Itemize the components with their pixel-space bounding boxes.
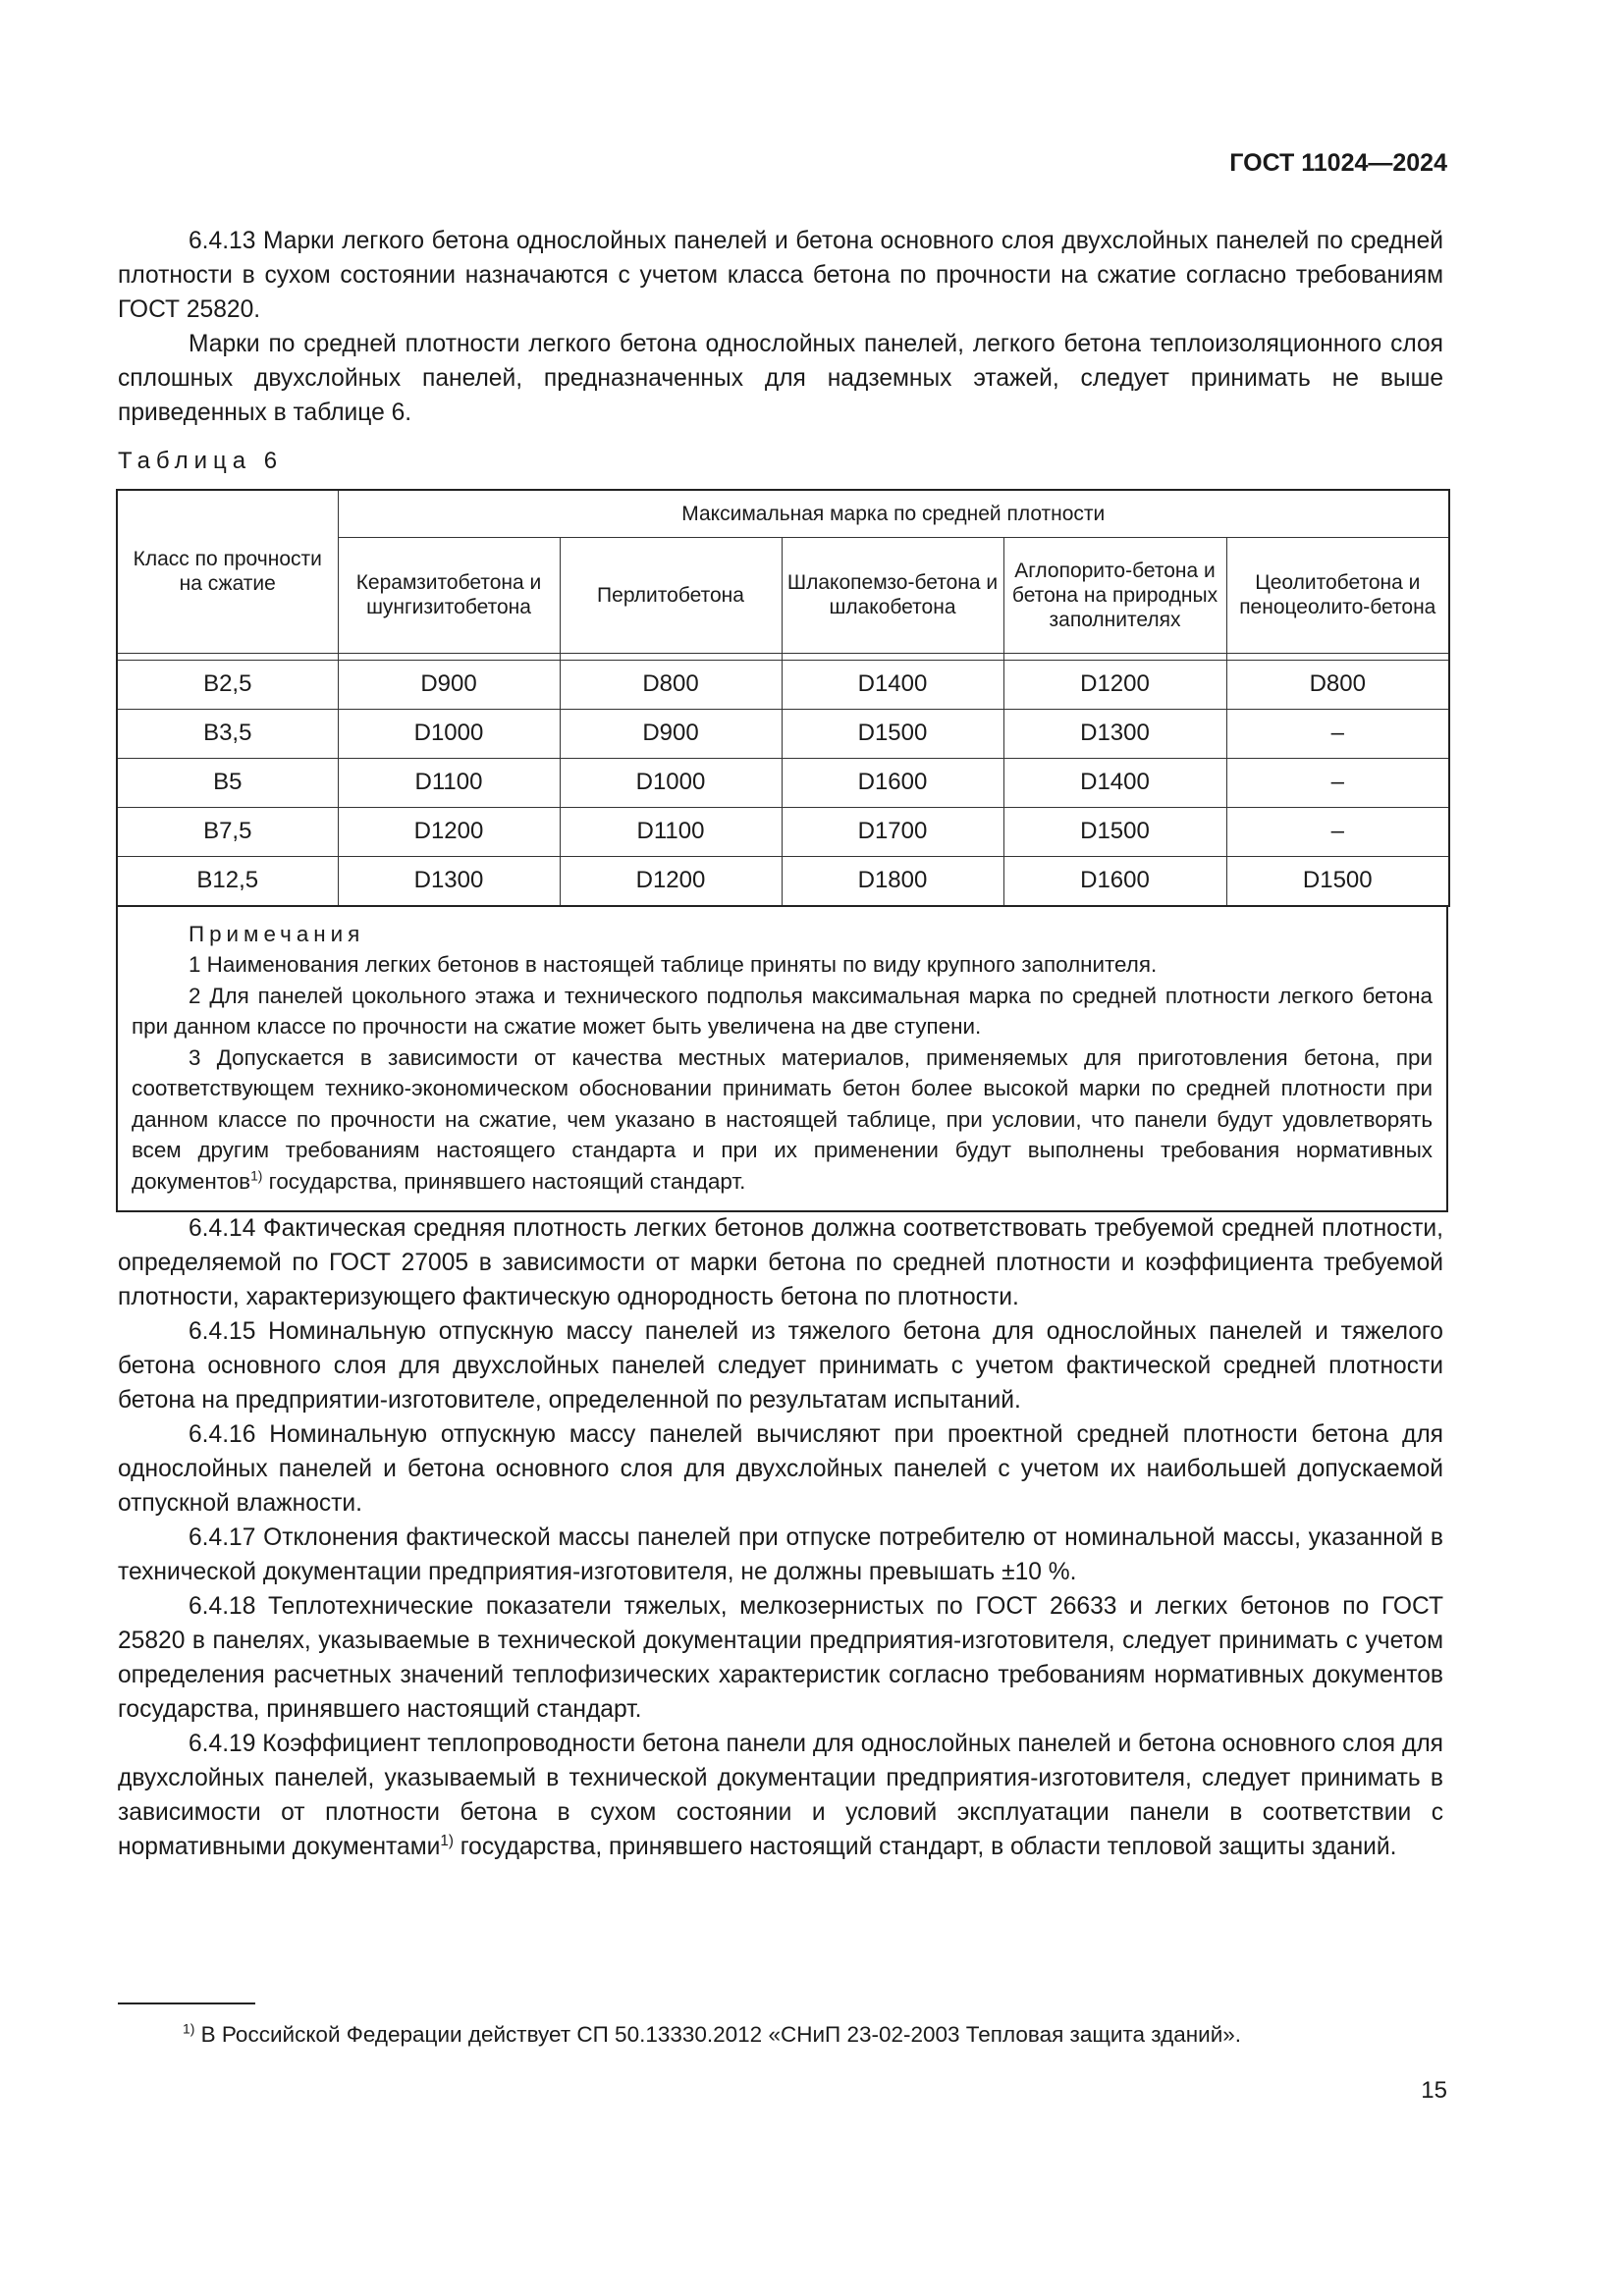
paragraph-6-4-19-text-end: государства, принявшего настоящий стандарт, в области тепловой защиты зданий. — [453, 1834, 1397, 1860]
text-block-after-table — [118, 1211, 1443, 1864]
table-notes — [116, 907, 1448, 1213]
table-cell: D1400 — [1003, 758, 1226, 807]
header-col-3: Шлакопемзо-бетона и шлакобетона — [782, 537, 1003, 653]
table-row — [117, 758, 1449, 807]
table-cell: – — [1226, 807, 1449, 856]
note-3-text: 3 Допускается в зависимости от качества местных материалов, применяемых для приготовления бетона, при соответствующем технико-экономическом обосновании принимать бетон более высокой марки по средней плотности при данном классе по прочности на сжатие, чем указано в настоящей таблице, при условии, что панели будут удовлетворять всем другим требованиям настоящего стандарта и при их применении будут выполнены требования нормативных документов — [132, 1044, 1433, 1194]
paragraph-6-4-18: 6.4.18 Теплотехнические показатели тяжелых, мелкозернистых по ГОСТ 26633 и легких бетонов по ГОСТ 25820 в панелях, указываемые в технической документации предприятия-изготовителя, следует принимать с учетом определения расчетных значений теплофизических характеристик согласно требованиям нормативных документов государства, принявшего настоящий стандарт. — [118, 1593, 1443, 1723]
table-cell: D1100 — [338, 758, 560, 807]
footnote — [183, 2022, 1241, 2048]
table-cell: D1300 — [338, 856, 560, 906]
density-table — [116, 489, 1450, 907]
header-separator — [117, 653, 1449, 660]
table-cell-class: B12,5 — [117, 856, 338, 906]
footnote-ref: 1) — [440, 1832, 454, 1849]
table-cell-class: B2,5 — [117, 660, 338, 709]
footnote-ref: 1) — [250, 1167, 263, 1184]
table-caption: Таблица 6 — [118, 448, 284, 474]
table-row — [117, 807, 1449, 856]
table-cell: D900 — [560, 709, 782, 758]
paragraph-6-4-15: 6.4.15 Номинальную отпускную массу панелей из тяжелого бетона для однослойных панелей и тяжелого бетона основного слоя для двухслойных панелей следует принимать с учетом фактической средней плотности бетона на предприятии-изготовителе, определенной по результатам испытаний. — [118, 1318, 1443, 1414]
paragraph-6-4-16: 6.4.16 Номинальную отпускную массу панелей вычисляют при проектной средней плотности бетона для однослойных панелей и бетона основного слоя для двухслойных панелей с учетом их наибольшей допускаемой отпускной влажности. — [118, 1421, 1443, 1517]
table-cell-class: B5 — [117, 758, 338, 807]
header-col-2: Перлитобетона — [560, 537, 782, 653]
table-cell: D1000 — [560, 758, 782, 807]
table-cell: D800 — [560, 660, 782, 709]
table-cell: – — [1226, 709, 1449, 758]
table-row — [117, 856, 1449, 906]
table-cell: D1600 — [782, 758, 1003, 807]
table-cell: D1500 — [1003, 807, 1226, 856]
table-cell: D1800 — [782, 856, 1003, 906]
table-row — [117, 660, 1449, 709]
table-cell: D1500 — [782, 709, 1003, 758]
paragraph-6-4-13: 6.4.13 Марки легкого бетона однослойных панелей и бетона основного слоя двухслойных панелей по средней плотности в сухом состоянии назначаются с учетом класса бетона по прочности на сжатие согласно требованиям ГОСТ 25820. — [118, 228, 1443, 323]
paragraph-6-4-19 — [118, 1727, 1443, 1864]
header-strength-class: Класс по прочности на сжатие — [117, 490, 338, 653]
note-3-text-end: государства, принявшего настоящий стандарт. — [262, 1168, 746, 1194]
footnote-text: В Российской Федерации действует СП 50.13330.2012 «СНиП 23-02-2003 Тепловая защита зданий». — [194, 2022, 1242, 2047]
note-3 — [132, 1042, 1433, 1198]
table-cell: – — [1226, 758, 1449, 807]
table-cell: D800 — [1226, 660, 1449, 709]
table-cell: D1500 — [1226, 856, 1449, 906]
page-number: 15 — [1421, 2077, 1447, 2104]
table-cell-class: B7,5 — [117, 807, 338, 856]
footnote-marker: 1) — [183, 2020, 195, 2037]
table-cell-class: B3,5 — [117, 709, 338, 758]
table-cell: D1100 — [560, 807, 782, 856]
note-1: 1 Наименования легких бетонов в настоящей таблице приняты по виду крупного заполнителя. — [189, 952, 1158, 977]
header-col-5: Цеолитобетона и пеноцеолито-бетона — [1226, 537, 1449, 653]
text-block-before-table — [118, 224, 1443, 430]
document-id: ГОСТ 11024—2024 — [1229, 149, 1447, 177]
table-cell: D1600 — [1003, 856, 1226, 906]
table-cell: D1400 — [782, 660, 1003, 709]
table-cell: D1700 — [782, 807, 1003, 856]
paragraph-density-grades: Марки по средней плотности легкого бетона однослойных панелей, легкого бетона теплоизоляционного слоя сплошных двухслойных панелей, предназначенных для надземных этажей, следует принимать не выше приведенных в таблице 6. — [118, 331, 1443, 426]
header-col-1: Керамзитобетона и шунгизитобетона — [338, 537, 560, 653]
table-cell: D1200 — [338, 807, 560, 856]
paragraph-6-4-14: 6.4.14 Фактическая средняя плотность легких бетонов должна соответствовать требуемой средней плотности, определяемой по ГОСТ 27005 в зависимости от марки бетона по средней плотности и коэффициента требуемой плотности, характеризующего фактическую однородность бетона по плотности. — [118, 1215, 1443, 1310]
table-6 — [116, 489, 1448, 1212]
paragraph-6-4-17: 6.4.17 Отклонения фактической массы панелей при отпуске потребителю от номинальной массы, указанной в технической документации предприятия-изготовителя, не должны превышать ±10 %. — [118, 1524, 1443, 1585]
footnote-divider — [118, 2002, 255, 2004]
note-2: 2 Для панелей цокольного этажа и технического подполья максимальная марка по средней плотности легкого бетона при данном классе по прочности на сжатие может быть увеличена на две ступени. — [132, 983, 1433, 1039]
table-cell: D1000 — [338, 709, 560, 758]
table-row — [117, 709, 1449, 758]
table-cell: D1300 — [1003, 709, 1226, 758]
header-col-4: Аглопорито-бетона и бетона на природных заполнителях — [1003, 537, 1226, 653]
header-max-density-grade: Максимальная марка по средней плотности — [338, 490, 1449, 537]
notes-title: Примечания — [189, 921, 365, 946]
table-cell: D1200 — [560, 856, 782, 906]
paragraph-6-4-19-text: 6.4.19 Коэффициент теплопроводности бетона панели для однослойных панелей и бетона основного слоя для двухслойных панелей, указываемый в технической документации предприятия-изготовителя, следует принимать в зависимости от плотности бетона в сухом состоянии и условий эксплуатации панели в соответствии с нормативными документами — [118, 1731, 1443, 1860]
table-cell: D900 — [338, 660, 560, 709]
table-cell: D1200 — [1003, 660, 1226, 709]
